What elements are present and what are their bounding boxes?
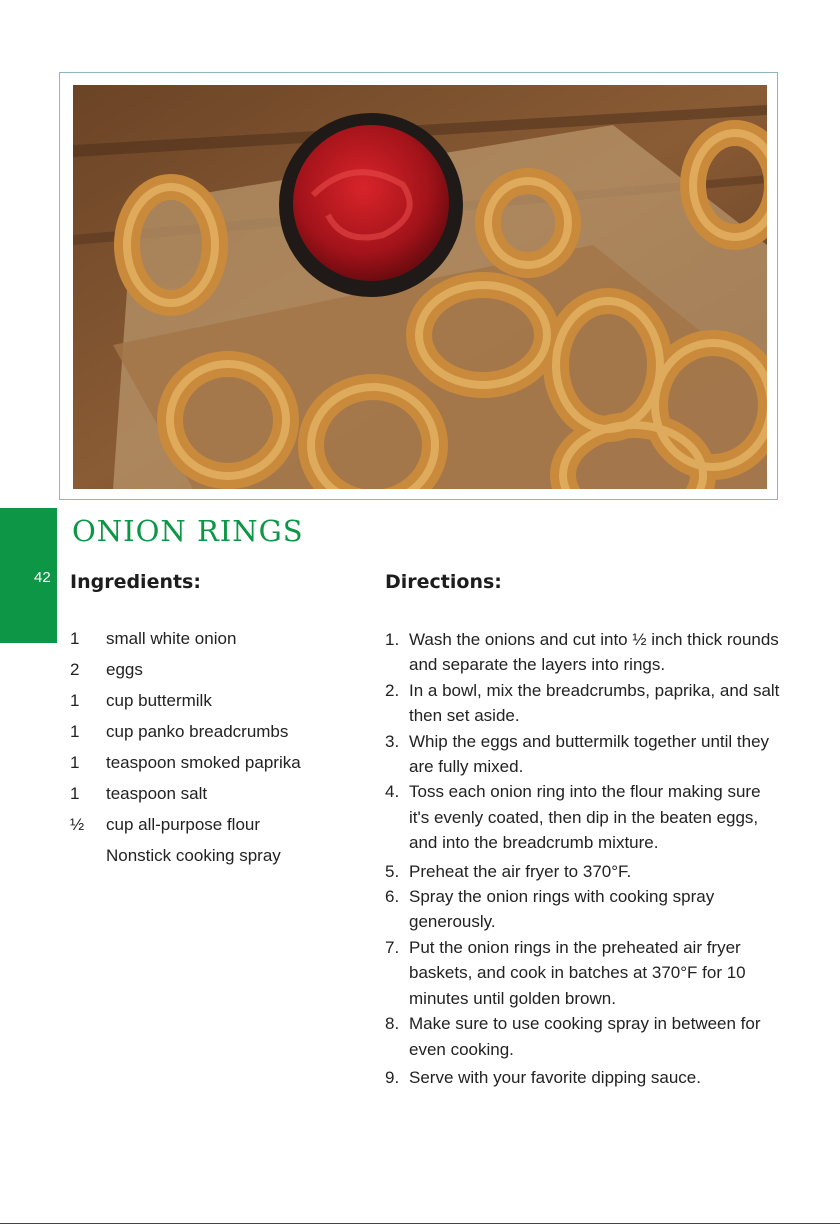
ingredient-name: cup panko breadcrumbs	[106, 722, 289, 741]
direction-step	[385, 935, 785, 1011]
directions-heading: Directions:	[385, 571, 502, 593]
onion-rings-illustration	[73, 85, 767, 489]
step-text: Wash the onions and cut into ½ inch thick rounds and separate the layers into rings.	[409, 630, 779, 675]
step-number: 8.	[385, 1014, 400, 1034]
ingredient-name: teaspoon smoked paprika	[106, 753, 301, 772]
ingredient-quantity: 2	[70, 660, 80, 679]
ingredient-quantity: 1	[70, 722, 80, 741]
direction-step	[385, 859, 785, 884]
ingredient-quantity: 1	[70, 691, 80, 710]
page-number: 42	[34, 569, 51, 586]
step-number: 5.	[385, 861, 400, 881]
step-number: 1.	[385, 630, 400, 649]
step-text: Preheat the air fryer to 370°F.	[409, 861, 632, 881]
recipe-title: ONION RINGS	[72, 514, 304, 548]
step-number: 7.	[385, 937, 400, 957]
step-number: 9.	[385, 1067, 400, 1087]
step-number: 2.	[385, 680, 400, 700]
direction-step	[385, 1065, 785, 1090]
ingredient-name: cup buttermilk	[106, 691, 212, 710]
ingredient-name: small white onion	[106, 629, 237, 648]
direction-step	[385, 678, 785, 729]
step-text: Whip the eggs and buttermilk together until they are fully mixed.	[409, 731, 770, 777]
directions-list	[385, 627, 785, 1090]
direction-step	[385, 884, 785, 935]
step-number: 4.	[385, 782, 400, 802]
direction-step	[385, 627, 785, 678]
direction-step	[385, 779, 785, 855]
ingredient-quantity: ½	[70, 815, 85, 834]
ingredient-name: cup all-purpose flour	[106, 815, 261, 834]
ingredient-name: Nonstick cooking spray	[106, 846, 281, 865]
step-text: Spray the onion rings with cooking spray generously.	[409, 887, 715, 932]
ingredient-name: teaspoon salt	[106, 784, 208, 803]
step-text: Toss each onion ring into the flour making sure it's evenly coated, then dip in the beaten eggs, and into the breadcrumb mixture.	[409, 782, 761, 853]
direction-step	[385, 1011, 785, 1062]
ingredient-name: eggs	[106, 660, 143, 679]
page-bottom-rule	[0, 1223, 840, 1224]
step-text: Serve with your favorite dipping sauce.	[409, 1067, 701, 1087]
ingredient-quantity: 1	[70, 753, 80, 772]
onion-rings-photo	[73, 85, 767, 489]
step-text: Put the onion rings in the preheated air fryer baskets, and cook in batches at 370°F for 10 minutes until golden brown.	[409, 937, 746, 1008]
step-number: 3.	[385, 731, 400, 751]
recipe-photo-frame	[59, 72, 778, 500]
ingredients-heading: Ingredients:	[70, 571, 201, 593]
ingredient-quantity: 1	[70, 784, 80, 803]
ingredient-quantity: 1	[70, 629, 80, 648]
step-number: 6.	[385, 887, 400, 907]
step-text: Make sure to use cooking spray in between for even cooking.	[409, 1014, 761, 1059]
direction-step	[385, 729, 785, 780]
step-text: In a bowl, mix the breadcrumbs, paprika, and salt then set aside.	[409, 680, 780, 726]
